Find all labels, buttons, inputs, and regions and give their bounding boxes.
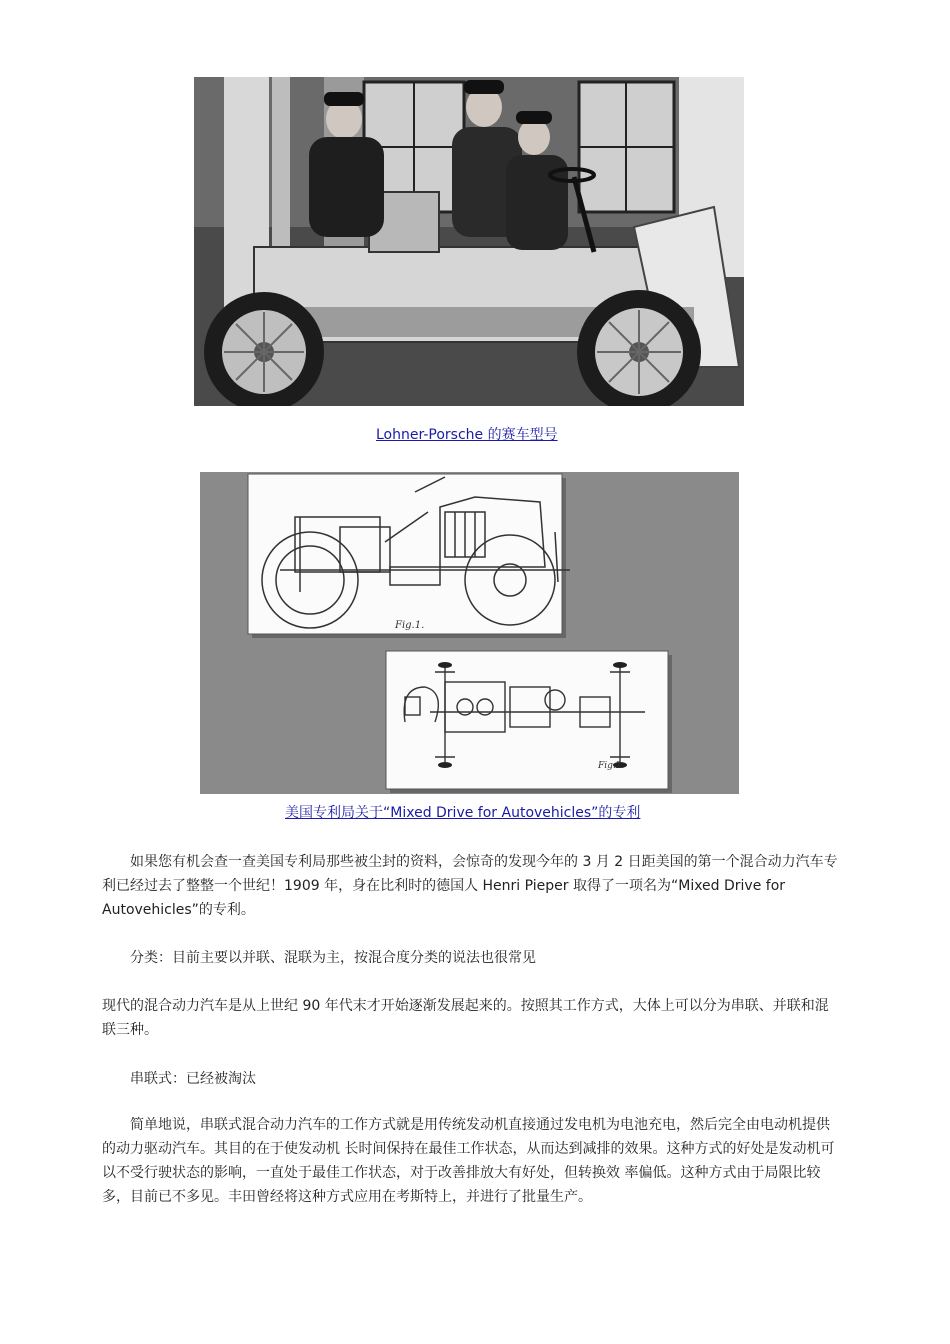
paragraph-series-description: 简单地说，串联式混合动力汽车的工作方式就是用传统发动机直接通过发电机为电池充电，然后完全由电动机提供的动力驱动汽车。其目的在于使发动机 长时间保持在最佳工作状态，从而达到减排的效果。这种方式的好处是发动机可以不受行驶状态的影响，一直处于最佳工作状态，对于改善排放大有好处，但转换效 率偏低。这种方式由于局限比较多，目前已不多见。丰田曾经将这种方式应用在考斯特上，并进行了批量生产。 [102,1117,835,1205]
fig2-label: Fig.2. [598,761,625,771]
paragraph-history: 如果您有机会查一查美国专利局那些被尘封的资料，会惊奇的发现今年的 3 月 2 日距美国的第一个混合动力汽车专利已经过去了整整一个世纪！1909 年，身在比利时的德国人 Henri Pieper 取得了一项名为“Mixed Drive for Autovehicles”的专利。 [102,854,838,918]
lohner-porsche-photo-illustration [194,77,744,406]
fig1-label: Fig.1. [395,620,425,631]
figure-caption-lohner-porsche[interactable]: Lohner-Porsche 的赛车型号 [376,427,558,443]
paragraph-modern-hybrid: 现代的混合动力汽车是从上世纪 90 年代末才开始逐渐发展起来的。按照其工作方式，大体上可以分为串联、并联和混联三种。 [102,998,829,1038]
patent-drawings-illustration [200,472,739,794]
figure-caption-patent[interactable]: 美国专利局关于“Mixed Drive for Autovehicles”的专利 [285,805,641,821]
patent-drawings-panel [200,472,739,794]
paragraph-classification-heading: 分类：目前主要以并联、混联为主，按混合度分类的说法也很常见 [130,950,536,966]
paragraph-series-heading: 串联式：已经被淘汰 [130,1071,256,1087]
lohner-porsche-photo [194,77,744,406]
